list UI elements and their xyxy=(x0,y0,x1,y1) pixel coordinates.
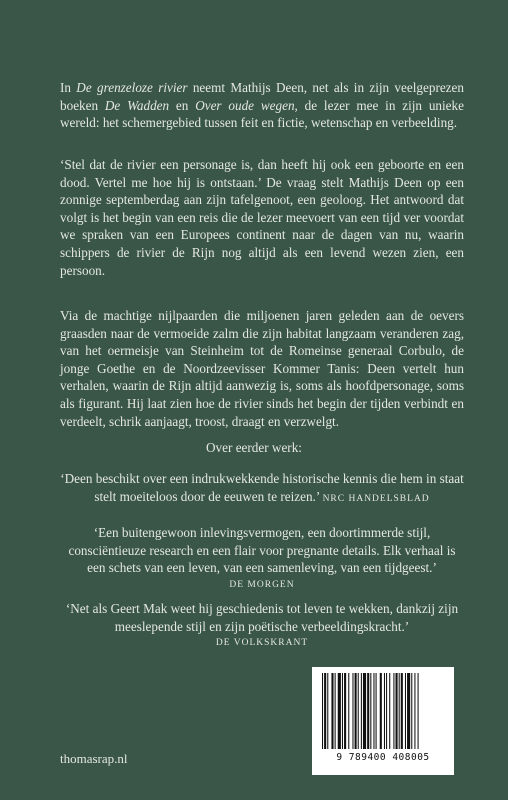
review-text: ‘Net als Geert Mak weet hij geschiedenis tot leven te wekken, dankzij zijn meeslepende stijl en zijn poëtische verbeeldingskracht.’ xyxy=(65,601,459,634)
blurb-paragraph-intro: In De grenzeloze rivier neemt Mathijs Deen, net als in zijn veelgeprezen boeken De Wadden en Over oude wegen, de lezer mee in zijn unieke wereld: het schemergebied tussen feit en fictie, wetenschap en verbeelding. xyxy=(60,80,464,131)
review-source: DE VOLKSKRANT xyxy=(215,638,309,649)
book-title-2: De Wadden xyxy=(104,97,170,113)
book-title-1: De grenzeloze rivier xyxy=(76,80,188,95)
review-source: DE MORGEN xyxy=(229,579,295,590)
barcode-bars xyxy=(320,673,446,751)
review-text: ‘Een buitengewoon inlevingsvermogen, een doortimmerde stijl, consciëntieuze research en een flair voor pregnante details. Elk verhaal is een schets van een leven, van een samenleving, van een tijdgeest.’ xyxy=(68,525,456,576)
publisher-url: thomasrap.nl xyxy=(60,751,128,766)
blurb-paragraph-quote: ‘Stel dat de rivier een personage is, dan heeft hij ook een geboorte en een dood. Vertel me hoe hij is ontstaan.’ De vraag stelt Mathijs Deen op een zonnige septemberdag aan zijn tafelgenoot, een geoloog. Het antwoord dat volgt is het begin van een reis die de lezer meevoert van een tijd ver voordat we spraken van een Europees continent naar de dagen van nu, waarin schippers de rivier de Rijn nog altijd als een levend wezen zien, een persoon. xyxy=(60,157,464,278)
review-quote-de-morgen xyxy=(60,524,464,594)
blurb-paragraph-stories: Via de machtige nijlpaarden die miljoenen jaren geleden aan de oevers graasden naar de vermoeide zalm die zijn habitat langzaam veranderen zag, van het oermeisje van Steinheim tot de Romeinse generaal Corbulo, de jonge Goethe en de Noordzeevisser Kommer Tanis: Deen vertelt hun verhalen, waarin de Rijn altijd aanwezig is, soms als hoofdpersonage, soms als figurant. Hij laat zien hoe de rivier sinds het begin der tijden verbindt en verdeelt, schrik aanjaagt, troost, draagt en verzwelgt. xyxy=(60,308,464,429)
isbn-digits: 9 789400 408005 xyxy=(336,752,430,763)
reviews-heading: Over eerder werk: xyxy=(206,440,302,455)
book-title-3: Over oude wegen xyxy=(195,97,295,113)
review-source: NRC HANDELSBLAD xyxy=(322,493,430,504)
isbn-barcode xyxy=(312,667,454,775)
review-quote-volkskrant xyxy=(60,600,464,653)
review-text: ‘Deen beschikt over een indrukwekkende historische kennis die hem in staat stelt moeiteloos door de eeuwen te reizen.’ xyxy=(60,471,464,504)
review-quote-nrc xyxy=(60,470,464,508)
